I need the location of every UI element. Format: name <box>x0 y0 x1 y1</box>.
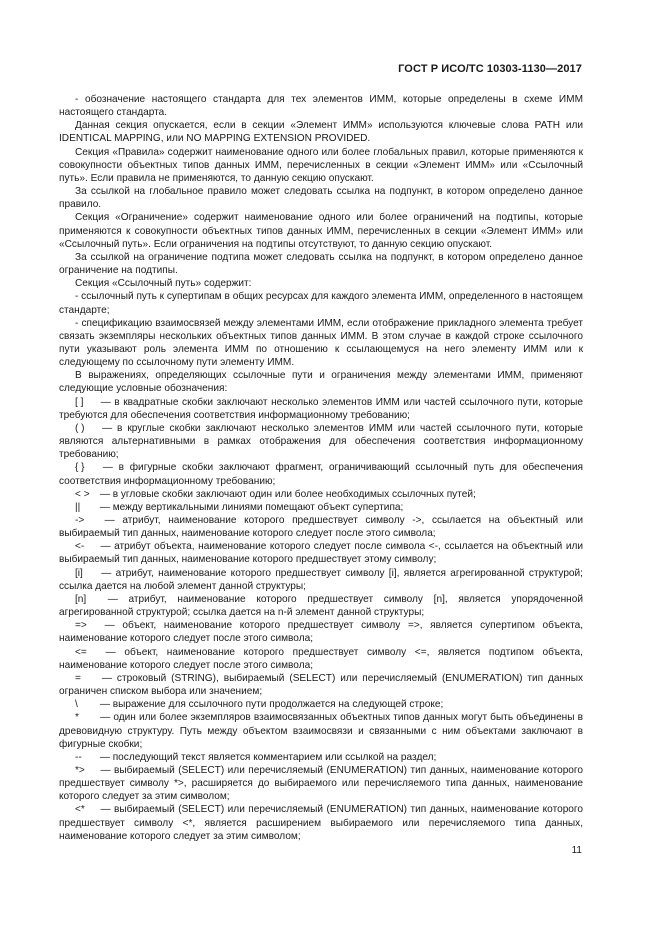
notation-description: — в квадратные скобки заключают несколько элементов ИММ или частей ссылочного пути, которые требуются для обеспечения соответствия информационному требованию; <box>59 396 583 421</box>
notation-symbol: *> <box>75 764 85 776</box>
notation-description: — выбираемый (SELECT) или перечисляемый (ENUMERATION) тип данных, наименование которого предшествует символу <*, является расширением выбираемого или перечисляемого типа данных, наименование которого следует за этим символом; <box>59 804 583 842</box>
notation-symbol: <- <box>75 541 85 553</box>
notation-item <box>59 764 583 803</box>
paragraph: В выражениях, определяющих ссылочные пути и ограничения между элементами ИММ, применяют следующие условные обозначения: <box>59 370 583 395</box>
paragraph: Секция «Ограничение» содержит наименование одного или более ограничений на подтипы, которые применяются к совокупности объектных типов данных ИММ, перечисленных в секции «Элемент ИММ» или «Ссылочный путь». Если ограничения на подтипы отсутствуют, то данную секцию опускают. <box>59 212 583 250</box>
paragraph: - спецификацию взаимосвязей между элементами ИММ, если отображение прикладного элемента требует связать экземпляры нескольких объектных типов данных ИММ. В этом случае в каждой строке ссылочного пути указывают роль элемента ИММ по отношению к ссылающемуся на него элементу ИММ или к следующему по ссылочному пути элементу ИММ. <box>59 317 583 369</box>
notation-symbol: -- <box>75 751 82 763</box>
document-header: ГОСТ Р ИСО/ТС 10303-1130—2017 <box>398 63 582 75</box>
paragraph: - обозначение настоящего стандарта для тех элементов ИММ, которые определены в схеме ИММ настоящего стандарта. <box>59 94 583 119</box>
notation-symbol: { } <box>75 462 85 474</box>
notation-item <box>59 646 583 672</box>
notation-description: — выражение для ссылочного пути продолжается на следующей строке; <box>99 699 444 711</box>
notation-description: — в круглые скобки заключают несколько элементов ИММ или частей ссылочного пути, которые являются альтернативными в рамках отображения для обеспечения соответствия информационному требованию; <box>59 422 583 461</box>
notation-description: — атрибут, наименование которого предшествует символу ->, ссылается на объектный или выбираемый тип данных, наименование которого следует после этого символа; <box>59 515 583 540</box>
paragraph: Данная секция опускается, если в секции «Элемент ИММ» используются ключевые слова PATH или IDENTICAL MAPPING, или NO MAPPING EXTENSION PROVIDED. <box>59 120 583 145</box>
page-number: 11 <box>571 845 582 856</box>
notation-symbol: ( ) <box>75 422 85 434</box>
notation-item <box>59 698 583 711</box>
notation-description: — объект, наименование которого предшествует символу =>, является супертипом объекта, наименование которого следует после этого символа; <box>59 620 583 645</box>
notation-symbol: <= <box>75 646 87 658</box>
notation-item <box>59 488 583 501</box>
notation-item <box>59 593 583 619</box>
notation-description: — один или более экземпляров взаимосвязанных объектных типов данных могут быть объединены в древовидную структуру. Путь между объектом взаимосвязи и связанными с ним объектами заключают в фигурные скобки; <box>59 712 583 750</box>
notation-item <box>59 567 583 593</box>
notation-symbol: -> <box>75 515 85 526</box>
notation-description: — выбираемый (SELECT) или перечисляемый (ENUMERATION) тип данных, наименование которого предшествует символу *>, расширяется до выбираемого или перечисляемого типа данных, наименование которого следует за этим символом; <box>59 764 583 803</box>
document-body <box>59 93 583 843</box>
notation-symbol: \ <box>75 699 78 711</box>
notation-description: — в фигурные скобки заключают фрагмент, ограничивающий ссылочный путь для обеспечения соответствия информационному требованию; <box>59 462 583 487</box>
notation-description: — объект, наименование которого предшествует символу <=, является подтипом объекта, наименование которого следует после этого символа; <box>59 646 583 671</box>
notation-description: — атрибут, наименование которого предшествует символу [i], является агрегированной структурой; ссылка дается на любой элемент данной структуры; <box>59 567 583 592</box>
notation-item <box>59 540 583 566</box>
notation-symbol: [n] <box>75 593 87 605</box>
notation-description: — в угловые скобки заключают один или более необходимых ссылочных путей; <box>99 488 476 500</box>
paragraph: За ссылкой на глобальное правило может следовать ссылка на подпункт, в котором определено данное правило. <box>59 186 583 211</box>
notation-item <box>59 672 583 698</box>
notation-item <box>59 619 583 645</box>
paragraph: Секция «Правила» содержит наименование одного или более глобальных правил, которые применяются к совокупности объектных типов данных ИММ, перечисленных в секции «Элемент ИММ» или «Ссылочный путь». Если правила не применяются, то данную секцию опускают. <box>59 146 583 184</box>
notation-symbol: => <box>75 620 87 632</box>
notation-symbol: = <box>75 672 81 684</box>
paragraph: За ссылкой на ограничение подтипа может следовать ссылка на подпункт, в котором определено данное ограничение на подтипы. <box>59 251 583 277</box>
notation-description: — атрибут, наименование которого предшествует символу [n], является упорядоченной агрегированной структурой; ссылка дается на n-й элемент данной структуры; <box>59 593 583 619</box>
notation-symbol: <* <box>75 804 85 816</box>
notation-item <box>59 422 583 461</box>
notation-item <box>59 803 583 842</box>
notation-symbol: * <box>75 712 79 724</box>
notation-description: — строковый (STRING), выбираемый (SELECT) или перечисляемый (ENUMERATION) тип данных ограничен списком выбора или значением; <box>59 672 584 698</box>
notation-item <box>59 514 583 540</box>
notation-symbol: [i] <box>75 567 83 579</box>
notation-item <box>59 461 583 487</box>
paragraph: Секция «Ссылочный путь» содержит: <box>75 278 252 290</box>
notation-description: — между вертикальными линиями помещают объект супертипа; <box>99 501 404 513</box>
notation-symbol: < > <box>75 488 90 500</box>
notation-symbol: [ ] <box>75 396 84 408</box>
notation-item <box>59 396 583 422</box>
notation-item <box>59 751 583 764</box>
notation-description: — последующий текст является комментарием или ссылкой на раздел; <box>99 751 437 763</box>
notation-item <box>59 501 583 514</box>
notation-description: — атрибут объекта, наименование которого следует после символа <-, ссылается на объектный или выбираемый тип данных, наименование которого предшествует этому символу; <box>59 541 584 566</box>
notation-item <box>59 711 583 750</box>
paragraph: - ссылочный путь к супертипам в общих ресурсах для каждого элемента ИММ, определенного в настоящем стандарте; <box>59 291 583 316</box>
notation-symbol: || <box>75 501 81 513</box>
